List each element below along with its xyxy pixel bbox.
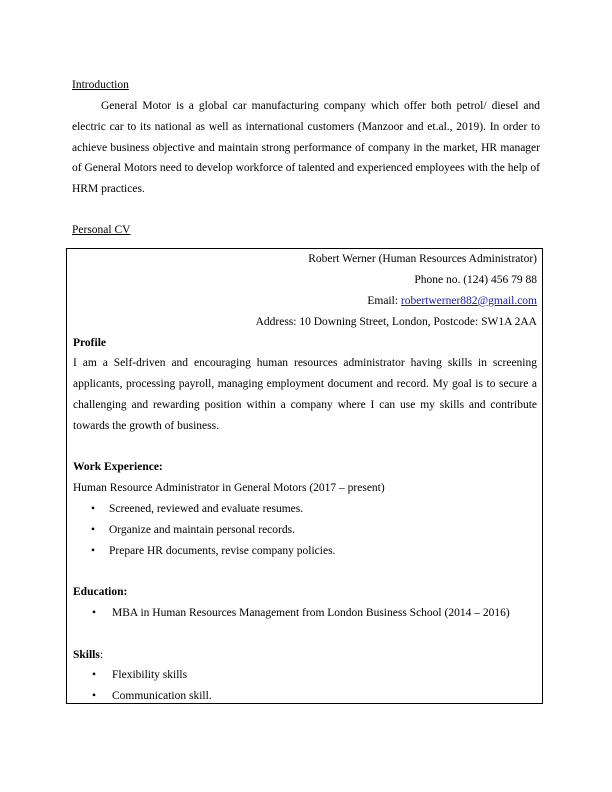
phone-line: Phone no. (124) 456 79 88 <box>414 273 537 286</box>
bullet-icon: • <box>92 690 97 703</box>
email-label: Email: <box>367 294 401 307</box>
profile-text: I am a Self-driven and encouraging human resources administrator having skills in screening applicants, processing payroll, managing employment document and record. My goal is to secure a challenging and rewarding position within a company where I can use my skills and contribute towards the growth of business. <box>73 357 537 432</box>
skills-heading: Skills <box>73 648 100 661</box>
list-item: • Prepare HR documents, revise company policies. <box>73 541 537 562</box>
bullet-icon: • <box>91 503 96 515</box>
skills-list <box>73 665 537 707</box>
skills-heading-line: Skills: <box>73 648 104 661</box>
list-item: • Communication skill. <box>73 686 537 707</box>
name-line: Robert Werner (Human Resources Administrator) <box>308 253 537 265</box>
personal-cv-heading: Personal CV <box>72 223 131 236</box>
bullet-icon: • <box>91 544 96 557</box>
email-link[interactable]: robertwerner882@gmail.com <box>400 294 537 307</box>
bullet-icon: • <box>92 669 97 682</box>
education-heading: Education: <box>73 586 128 599</box>
list-item: • MBA in Human Resources Management from London Business School (2014 – 2016) <box>73 603 537 624</box>
education-list <box>73 603 537 624</box>
introduction-heading: Introduction <box>72 79 129 91</box>
list-item: • Screened, reviewed and evaluate resumes. <box>73 499 537 520</box>
bullet-icon: • <box>92 606 97 619</box>
work-experience-list <box>73 499 537 561</box>
introduction-paragraph: General Motor is a global car manufacturing company which offer both petrol/ diesel and electric car to its national as well as international customers (Manzoor and et.al., 2019). In order to achieve business objective and maintain strong performance of company in the market, HR manager of General Motors need to develop workforce of talented and experienced employees with the help of HRM practices. <box>72 100 540 196</box>
address-line: Address: 10 Downing Street, London, Postcode: SW1A 2AA <box>255 315 537 328</box>
bullet-icon: • <box>91 523 96 536</box>
contact-block <box>73 249 537 333</box>
list-item: • Organize and maintain personal records. <box>73 520 537 541</box>
list-item: • Flexibility skills <box>73 665 537 686</box>
profile-heading: Profile <box>73 336 106 349</box>
email-line <box>73 291 537 312</box>
cv-box <box>66 248 543 704</box>
work-experience-heading: Work Experience: <box>73 461 163 474</box>
document-page <box>72 76 540 239</box>
work-role: Human Resource Administrator in General Motors (2017 – present) <box>73 482 385 495</box>
